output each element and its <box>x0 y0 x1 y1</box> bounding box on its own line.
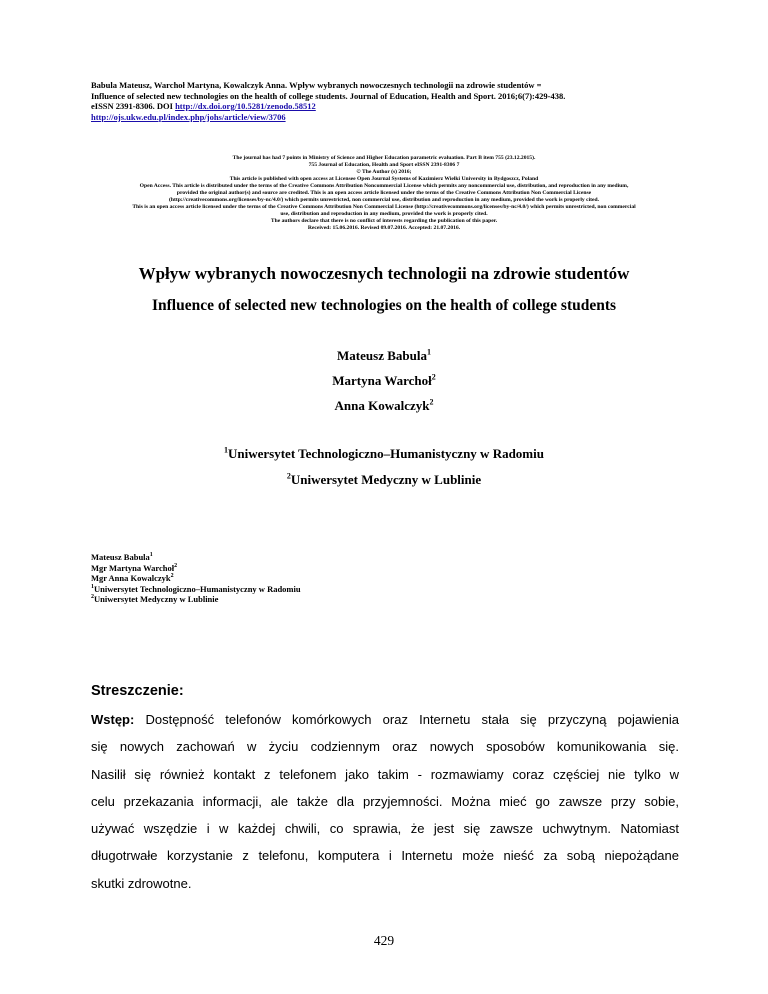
abstract-line: używać wszędzie i w każdej chwili, co sprawia, że jest się zawsze uchwytnym. Natomiast <box>91 821 679 837</box>
section-heading: Streszczenie: <box>91 683 184 699</box>
notice-line: 755 Journal of Education, Health and Sport eISSN 2391-8306 7 <box>308 162 460 168</box>
citation-block <box>91 80 691 122</box>
author-affiliation-mark: 2 <box>429 397 434 407</box>
affiliation <box>0 446 768 462</box>
notice-line: The journal has had 7 points in Ministry of Science and Higher Education parametric evaluation. Part B item 755 (23.12.2015). <box>232 155 536 161</box>
author-affiliation-mark: 2 <box>431 372 436 382</box>
notice-line: Received: 15.06.2016. Revised 09.07.2016. Accepted: 21.07.2016. <box>307 225 461 231</box>
affiliation-name: Uniwersytet Technologiczno–Humanistyczny w Radomiu <box>228 446 544 461</box>
notice-line: (http://creativecommons.org/licenses/by-nc/4.0/) which permits unrestricted, non commercial use, distribution and reproduction in any medium, provided the work is properly cited. <box>169 197 599 203</box>
notice-line: This article is published with open access at Licensee Open Journal Systems of Kazimierz Wielki University in Bydgoszcz, Poland <box>229 176 539 182</box>
author-name: Martyna Warchoł <box>332 373 432 388</box>
contact-author: Mateusz Babula$^1$ <box>91 552 153 562</box>
contact-affiliation: $^1$Uniwersytet Technologiczno–Humanistyczny w Radomiu <box>91 583 301 594</box>
contact-block <box>91 552 491 605</box>
affiliation-name: Uniwersytet Medyczny w Lublinie <box>290 472 482 487</box>
citation-line: Babula Mateusz, Warchoł Martyna, Kowalczyk Anna. Wpływ wybranych nowoczesnych technologii na zdrowie studentów = <box>91 80 542 90</box>
affiliation <box>0 472 768 488</box>
citation-line <box>91 101 691 112</box>
affiliation-mark: 1 <box>224 445 228 455</box>
contact-affiliation: $^2$Uniwersytet Medyczny w Lublinie <box>91 594 219 604</box>
abstract-line: długotrwałe korzystanie z telefonu, komputera i Internetu może nieść za sobą niepożądane <box>91 848 679 864</box>
notice-line: use, distribution and reproduction in any medium, provided the work is properly cited. <box>280 211 488 217</box>
article-url-link[interactable]: http://ojs.ukw.edu.pl/index.php/johs/article/view/3706 <box>91 111 286 122</box>
abstract-body <box>91 706 679 897</box>
author-affiliation-mark: 1 <box>426 347 431 357</box>
notice-line: Open Access. This article is distributed under the terms of the Creative Commons Attribution Noncommercial License which permits any noncommercial use, distribution, and reproduction in any medium, <box>139 183 629 189</box>
title-polish: Wpływ wybranych nowoczesnych technologii na zdrowie studentów <box>138 264 630 283</box>
citation-line <box>91 112 691 123</box>
contact-author: Mgr Anna Kowalczyk$^2$ <box>91 573 174 583</box>
abstract-line: Nasilił się również kontakt z telefonem jako takim - rozmawiamy coraz częściej nie tylko w <box>91 766 679 782</box>
affiliation-mark: 2 <box>286 471 291 481</box>
author-name: Anna Kowalczyk <box>334 398 430 413</box>
notice-line: provided the original author(s) and source are credited. This is an open access article licensed under the terms of the Creative Commons Attribution Non Commercial License <box>176 190 592 196</box>
abstract-line: skutki zdrowotne. <box>91 875 192 891</box>
abstract-line: celu przekazania informacji, ale także dla przyjemności. Można mieć go zawsze przy sobie, <box>91 793 679 809</box>
author <box>0 373 768 389</box>
contact-author: Mgr Martyna Warchoł$^2$ <box>91 562 178 573</box>
abstract-line: Wstęp: Dostępność telefonów komórkowych oraz Internetu stała się przyczyną pojawienia <box>91 712 679 727</box>
page-number: 429 <box>373 933 395 948</box>
citation-issn: eISSN 2391-8306. DOI <box>91 101 176 111</box>
abstract-label: Wstęp: <box>91 712 135 727</box>
notice-line: © The Author (s) 2016; <box>356 169 412 175</box>
title-english: Influence of selected new technologies on the health of college students <box>151 297 617 314</box>
author-name: Mateusz Babula <box>337 348 427 363</box>
license-notice <box>60 155 708 232</box>
citation-line: Influence of selected new technologies on the health of college students. Journal of Education, Health and Sport. 2016;6(7):429-438. <box>91 90 566 101</box>
doi-link[interactable]: http://dx.doi.org/10.5281/zenodo.58512 <box>175 101 316 111</box>
author <box>0 348 768 364</box>
abstract-line: się nowych zachowań w życiu codziennym oraz nowych sposobów komunikowania się. <box>91 739 679 755</box>
notice-line: This is an open access article licensed under the terms of the Creative Commons Attribution Non Commercial License (http://creativecommons.org/licenses/by-nc/4.0/) which permits unrestricted, non commercial <box>132 204 636 210</box>
author <box>0 398 768 414</box>
notice-line: The authors declare that there is no conflict of interests regarding the publication of this paper. <box>270 218 498 224</box>
